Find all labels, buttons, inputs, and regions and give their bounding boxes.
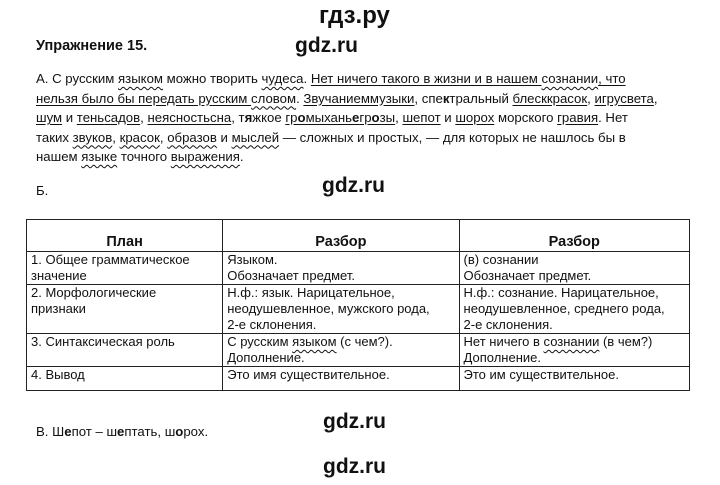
header-plan: План: [27, 220, 223, 252]
analysis-table: [26, 219, 690, 391]
analysis-cell: Это им существительное.: [459, 367, 689, 391]
watermark: gdz.ru: [323, 410, 386, 433]
part-b-label: Б.: [36, 183, 49, 198]
table-row: [27, 252, 690, 285]
header-analysis-1: Разбор: [223, 220, 459, 252]
watermark: gdz.ru: [295, 34, 358, 57]
analysis-cell: Н.ф.: сознание. Нарицательное, неодушевленное, среднего рода, 2-е склонения.: [459, 285, 689, 334]
header-analysis-2: Разбор: [459, 220, 689, 252]
part-a-text: А. С русским языком можно творить чудеса. Нет ничего такого в жизни и в нашем сознании, что нельзя было бы передать русским словом. Звучаниеммузыки, спектральный блесккрасок, игрусвета, шум и теньсадов, неясностьсна, тяжкое громыханьегрозы, шепот и шорох морского гравия. Нет таких звуков, красок, образов и мыслей — сложных и простых, — для которых не нашлось бы в нашем языке точного выражения.: [36, 71, 658, 164]
plan-cell: 4. Вывод: [27, 367, 223, 391]
table-row: [27, 334, 690, 367]
analysis-cell: Это имя существительное.: [223, 367, 459, 391]
plan-cell: 1. Общее грамматическое значение: [27, 252, 223, 285]
table-row: [27, 285, 690, 334]
watermark: gdz.ru: [322, 174, 385, 197]
analysis-cell: Н.ф.: язык. Нарицательное, неодушевленное, мужского рода, 2-е склонения.: [223, 285, 459, 334]
analysis-cell: Нет ничего в сознании (в чем?) Дополнение.: [459, 334, 689, 367]
analysis-cell: (в) сознании Обозначает предмет.: [459, 252, 689, 285]
part-v-text: В. Шепот – шептать, шорох.: [36, 424, 209, 439]
analysis-cell: С русским языком (с чем?). Дополнение.: [223, 334, 459, 367]
plan-cell: 2. Морфологические признаки: [27, 285, 223, 334]
exercise-title: Упражнение 15.: [36, 38, 148, 54]
watermark-top: гдз.ру: [319, 2, 390, 29]
table-header-row: [27, 220, 690, 252]
watermark: gdz.ru: [323, 455, 386, 478]
table-row: [27, 367, 690, 391]
plan-cell: 3. Синтаксическая роль: [27, 334, 223, 367]
analysis-cell: Языком. Обозначает предмет.: [223, 252, 459, 285]
